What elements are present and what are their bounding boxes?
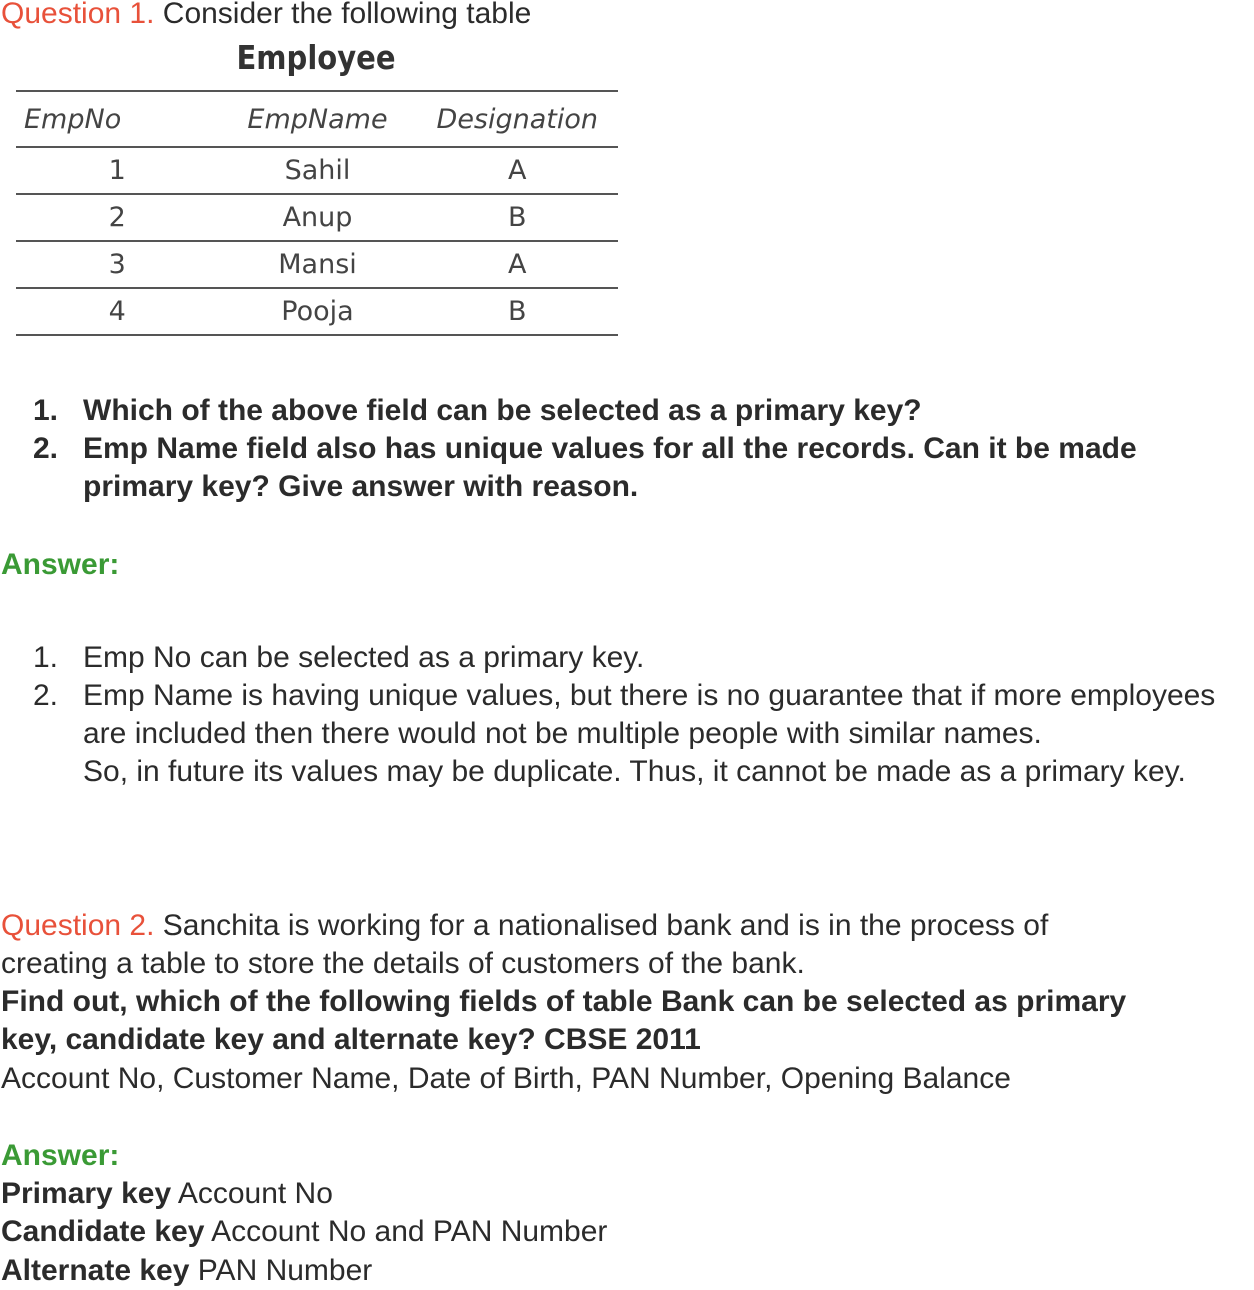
candidate-key-label: Candidate key: [1, 1215, 205, 1248]
answer-alternate-key: [1, 1252, 372, 1290]
question-2-bold-line1: Find out, which of the following fields of table Bank can be selected as primary: [1, 985, 1127, 1018]
list-item: [30, 677, 1220, 791]
question-1-label: Question 1.: [1, 0, 155, 30]
question-2-text-line2: creating a table to store the details of customers of the bank.: [1, 947, 805, 980]
table-title: Employee: [236, 38, 396, 77]
question-2-fields: Account No, Customer Name, Date of Birth, PAN Number, Opening Balance: [1, 1062, 1011, 1095]
list-item: [30, 430, 1254, 506]
question-2-bold-line2: key, candidate key and alternate key? CBSE 2011: [1, 1023, 701, 1056]
answer-2-label: Answer:: [1, 1139, 120, 1172]
item-number: 1.: [33, 394, 59, 427]
header-empno: EmpNo: [16, 91, 218, 147]
table-row: [16, 147, 618, 194]
question-1-text: Consider the following table: [154, 0, 532, 30]
list-item: [30, 392, 1254, 430]
cell-empno: 3: [16, 241, 218, 288]
item-text: Emp Name is having unique values, but there is no guarantee that if more employees are included then there would not be multiple people with similar names.: [83, 679, 1216, 750]
header-designation: Designation: [417, 91, 618, 147]
item-text: Emp No can be selected as a primary key.: [83, 641, 645, 674]
cell-empname: Anup: [218, 194, 416, 241]
item-number: 1.: [33, 641, 59, 674]
table-row: [16, 288, 618, 335]
cell-designation: A: [417, 147, 618, 194]
employee-table: [16, 90, 618, 336]
answer-candidate-key: [1, 1213, 607, 1251]
answer-primary-key: [1, 1175, 333, 1213]
question-2-label: Question 2.: [1, 909, 155, 942]
answer-1-label: Answer:: [1, 548, 120, 581]
primary-key-label: Primary key: [1, 1177, 172, 1210]
item-number: 2.: [33, 679, 59, 712]
answer-1-items: [30, 639, 1220, 791]
cell-empname: Mansi: [218, 241, 416, 288]
alternate-key-label: Alternate key: [1, 1254, 190, 1287]
alternate-key-value: PAN Number: [189, 1254, 373, 1287]
cell-empno: 2: [16, 194, 218, 241]
item-text: Emp Name field also has unique values for all the records. Can it be made primary key? Give answer with reason.: [83, 432, 1137, 503]
cell-empno: 4: [16, 288, 218, 335]
question-2-text: Sanchita is working for a nationalised bank and is in the process of: [154, 909, 1049, 942]
cell-designation: B: [417, 288, 618, 335]
question-2-heading: [1, 907, 1048, 945]
item-number: 2.: [33, 432, 59, 465]
table-row: [16, 241, 618, 288]
list-item: [30, 639, 1220, 677]
cell-designation: A: [417, 241, 618, 288]
question-1-heading: [1, 0, 531, 33]
item-text: Which of the above field can be selected as a primary key?: [83, 394, 922, 427]
header-empname: EmpName: [218, 91, 416, 147]
table-header-row: [16, 91, 618, 147]
table-row: [16, 194, 618, 241]
cell-empno: 1: [16, 147, 218, 194]
cell-designation: B: [417, 194, 618, 241]
item-text-continued: So, in future its values may be duplicate. Thus, it cannot be made as a primary key.: [83, 755, 1186, 788]
cell-empname: Sahil: [218, 147, 416, 194]
candidate-key-value: Account No and PAN Number: [204, 1215, 608, 1248]
cell-empname: Pooja: [218, 288, 416, 335]
question-1-items: [30, 392, 1254, 506]
primary-key-value: Account No: [171, 1177, 333, 1210]
